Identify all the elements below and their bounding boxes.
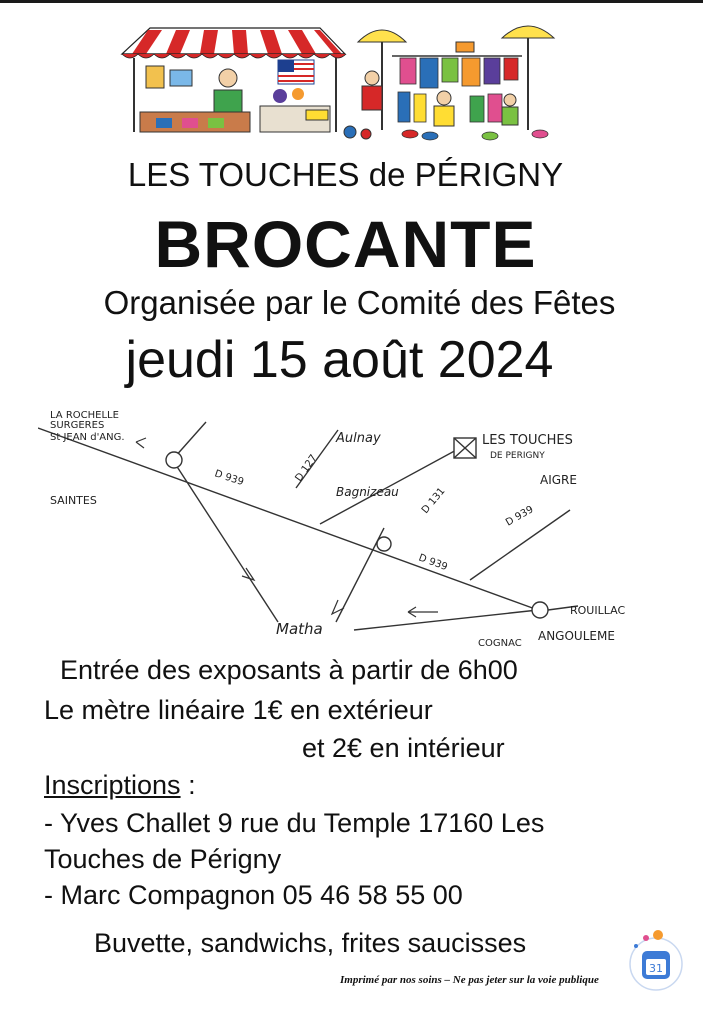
inscriptions-colon: :: [180, 770, 196, 800]
map-label-bagnizeau: Bagnizeau: [336, 485, 399, 499]
map-label-surgeres: SURGERES: [50, 420, 105, 431]
map-label-d939-c: D 939: [504, 504, 536, 529]
map-label-st-jean: St JEAN d'ANG.: [50, 432, 125, 443]
footer-note: Imprimé par nos soins – Ne pas jeter sur la voie publique: [340, 974, 599, 986]
map-label-rouillac: ROUILLAC: [570, 604, 626, 617]
map-label-d939-a: D 939: [213, 468, 245, 489]
entry-time: Entrée des exposants à partir de 6h00: [60, 655, 518, 685]
map-label-matha: Matha: [276, 620, 323, 638]
price-indoor: et 2€ en intérieur: [302, 733, 505, 763]
right-stall: [358, 26, 554, 140]
contact-1-town: Touches de Périgny: [44, 844, 282, 874]
road-matha-angouleme: [354, 610, 538, 630]
map-arrows: [136, 438, 438, 617]
event-date: jeudi 15 août 2024: [125, 331, 554, 389]
access-map: [38, 400, 643, 648]
roundabout-west: [166, 452, 182, 468]
map-label-d939-b: D 939: [416, 552, 449, 574]
price-outdoor: Le mètre linéaire 1€ en extérieur: [44, 695, 433, 725]
top-border: [0, 0, 703, 3]
map-label-aigre: AIGRE: [540, 473, 577, 487]
event-title: BROCANTE: [154, 207, 537, 281]
map-label-aulnay: Aulnay: [336, 431, 381, 446]
roundabout-center: [377, 537, 391, 551]
road-to-matha: [174, 462, 278, 622]
map-label-cognac: COGNAC: [478, 638, 522, 648]
map-label-saintes: SAINTES: [50, 494, 97, 507]
map-label-d131: D 131: [419, 485, 448, 516]
place-name: LES TOUCHES de PÉRIGNY: [127, 156, 564, 193]
map-label-les-touches: LES TOUCHES: [482, 433, 573, 448]
map-label-d127: D 127: [293, 452, 320, 484]
contact-2-phone: - Marc Compagnon 05 46 58 55 00: [44, 880, 463, 910]
refreshments-line: Buvette, sandwichs, frites saucisses: [94, 928, 527, 958]
inscriptions-heading: [44, 770, 196, 801]
calendar-icon[interactable]: [622, 926, 688, 992]
organizer-line: Organisée par le Comité des Fêtes: [103, 284, 616, 321]
map-label-de-perigny: DE PERIGNY: [490, 451, 545, 461]
calendar-day: 31: [649, 962, 663, 975]
inscriptions-label: Inscriptions: [44, 770, 181, 800]
contact-1-address: - Yves Challet 9 rue du Temple 17160 Les: [44, 808, 545, 838]
map-label-angouleme: ANGOULEME: [538, 629, 615, 643]
market-stall-illustration: [110, 14, 565, 146]
left-stall: [122, 28, 371, 139]
map-label-la-rochelle: LA ROCHELLE: [50, 410, 119, 421]
road-to-north: [174, 422, 206, 458]
roundabout-east: [532, 602, 548, 618]
